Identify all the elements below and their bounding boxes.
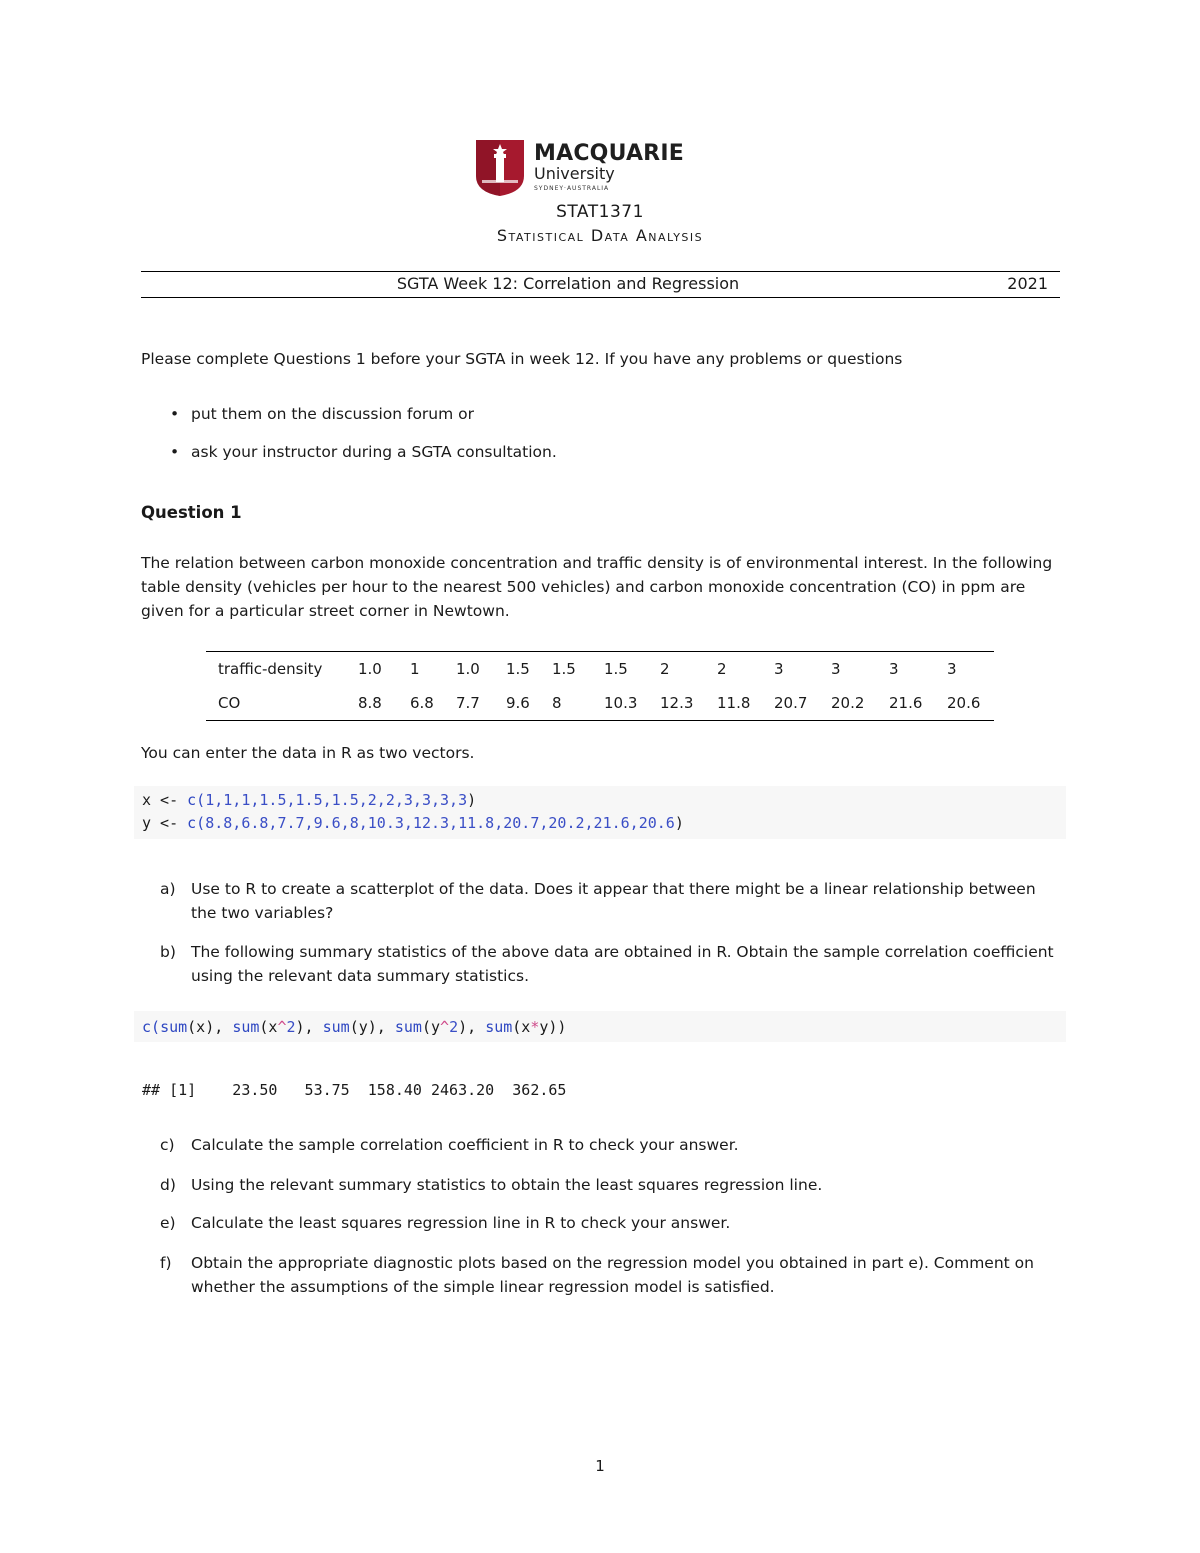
code-text: y)): [539, 1018, 567, 1036]
table-cell: 10.3: [604, 686, 660, 721]
table-cell: 2: [660, 652, 717, 687]
part-label: c): [160, 1136, 175, 1154]
code-operator: ^: [440, 1018, 450, 1036]
table-cell: 1.5: [604, 652, 660, 687]
part-label: e): [160, 1214, 176, 1232]
enter-data-text: You can enter the data in R as two vectors.: [141, 744, 475, 762]
code-text: y <-: [142, 814, 188, 832]
table-cell: 1.5: [506, 652, 552, 687]
part-text: Calculate the sample correlation coefficient in R to check your answer.: [191, 1136, 739, 1154]
part-text: Use to R to create a scatterplot of the data. Does it appear that there might be a linear relationship between the two variables?: [191, 880, 1036, 922]
code-line-summary: [142, 1015, 566, 1039]
part-text: Using the relevant summary statistics to obtain the least squares regression line.: [191, 1176, 823, 1194]
table-row: [206, 686, 994, 721]
code-numbers: 2: [449, 1018, 459, 1036]
intro-text: Please complete Questions 1 before your SGTA in week 12. If you have any problems or questions: [141, 350, 903, 368]
part-label: f): [160, 1254, 172, 1272]
code-function: sum: [394, 1018, 422, 1036]
code-text: ),: [295, 1018, 323, 1036]
table-cell: 1.0: [358, 652, 410, 687]
code-text: (y),: [349, 1018, 395, 1036]
code-function: sum: [322, 1018, 350, 1036]
code-numbers: 2: [286, 1018, 296, 1036]
code-text: ),: [458, 1018, 486, 1036]
course-name: Statistical Data Analysis: [496, 226, 704, 245]
table-cell: 21.6: [889, 686, 947, 721]
code-operator: ^: [277, 1018, 287, 1036]
r-output: ## [1] 23.50 53.75 158.40 2463.20 362.65: [142, 1081, 567, 1099]
table-cell: 20.2: [831, 686, 889, 721]
code-function: c(: [187, 814, 206, 832]
table-cell: 8: [552, 686, 604, 721]
table-cell: 20.7: [774, 686, 831, 721]
code-line-y: [142, 811, 684, 835]
table-cell: 12.3: [660, 686, 717, 721]
table-cell: 2: [717, 652, 774, 687]
header-top-rule: [141, 271, 1060, 272]
code-function: c(: [187, 791, 206, 809]
part-label: d): [160, 1176, 176, 1194]
part-label: a): [160, 880, 176, 898]
question-text: The relation between carbon monoxide concentration and traffic density is of environmental interest. In the following table density (vehicles per hour to the nearest 500 vehicles) and carbon monoxide concentration (CO) in ppm are given for a particular street corner in Newtown.: [141, 554, 1053, 620]
code-line-x: [142, 788, 476, 812]
code-text: ): [674, 814, 684, 832]
table-cell: 3: [831, 652, 889, 687]
code-text: ): [467, 791, 477, 809]
worksheet-title: SGTA Week 12: Correlation and Regression: [396, 274, 740, 293]
table-cell: 1: [410, 652, 456, 687]
table-cell: 3: [889, 652, 947, 687]
page-number: 1: [595, 1457, 605, 1475]
table-row-label: CO: [206, 686, 358, 721]
code-text: x <-: [142, 791, 188, 809]
code-function: sum: [485, 1018, 513, 1036]
bullet-text: put them on the discussion forum or: [191, 405, 475, 423]
code-text: (x: [512, 1018, 531, 1036]
bullet-dot: •: [170, 443, 180, 461]
part-label: b): [160, 943, 176, 961]
course-code: STAT1371: [556, 202, 644, 222]
table-cell: 9.6: [506, 686, 552, 721]
code-function: sum: [160, 1018, 188, 1036]
worksheet-year: 2021: [1007, 274, 1048, 293]
shield-icon: [476, 140, 524, 196]
logo-name-line3: SYDNEY·AUSTRALIA: [534, 185, 610, 192]
question-heading: Question 1: [141, 503, 242, 522]
code-text: (x: [259, 1018, 278, 1036]
header-bottom-rule: [141, 297, 1060, 298]
table-cell: 6.8: [410, 686, 456, 721]
table-cell: 3: [947, 652, 994, 687]
code-function: sum: [232, 1018, 260, 1036]
table-cell: 1.0: [456, 652, 506, 687]
table-cell: 20.6: [947, 686, 994, 721]
university-logo: [476, 140, 684, 196]
code-numbers: 8.8,6.8,7.7,9.6,8,10.3,12.3,11.8,20.7,20.2,21.6,20.6: [205, 814, 675, 832]
part-text: Obtain the appropriate diagnostic plots based on the regression model you obtained in part e). Comment on whether the assumptions of the simple linear regression model is satisfied.: [191, 1254, 1034, 1296]
code-operator: *: [530, 1018, 540, 1036]
table-cell: 1.5: [552, 652, 604, 687]
code-numbers: 1,1,1,1.5,1.5,1.5,2,2,3,3,3,3: [205, 791, 468, 809]
bullet-text: ask your instructor during a SGTA consultation.: [191, 443, 557, 461]
table-cell: 11.8: [717, 686, 774, 721]
table-cell: 8.8: [358, 686, 410, 721]
table-cell: 3: [774, 652, 831, 687]
logo-name-line2: University: [534, 164, 615, 183]
part-text: The following summary statistics of the above data are obtained in R. Obtain the sample correlation coefficient using the relevant data summary statistics.: [191, 943, 1054, 985]
code-text: (y: [421, 1018, 441, 1036]
bullet-dot: •: [170, 405, 180, 423]
code-text: (x),: [187, 1018, 233, 1036]
logo-name-line1: MACQUARIE: [534, 141, 684, 166]
code-function: c(: [142, 1018, 161, 1036]
table-row-label: traffic-density: [206, 652, 358, 687]
data-table: [206, 651, 994, 721]
table-row: [206, 652, 994, 687]
part-text: Calculate the least squares regression line in R to check your answer.: [191, 1214, 731, 1232]
table-cell: 7.7: [456, 686, 506, 721]
